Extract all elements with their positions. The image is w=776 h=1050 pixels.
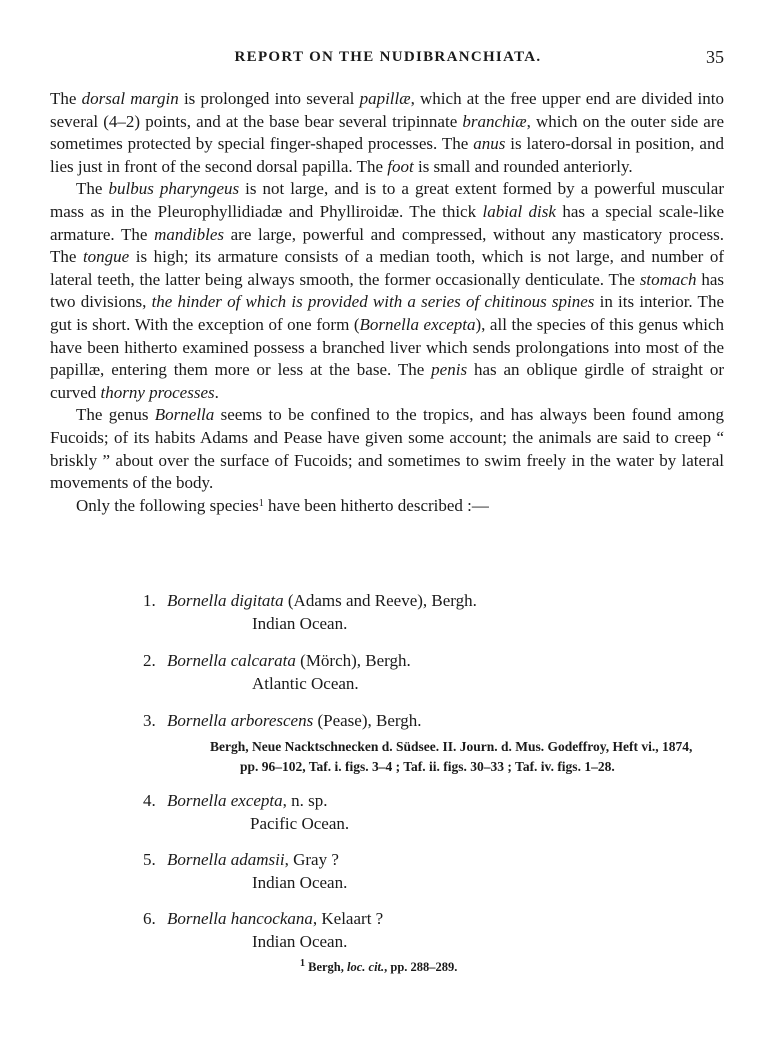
italic-term: labial disk xyxy=(482,201,556,221)
text-run: has two divisions, xyxy=(50,269,724,312)
species-locality: Atlantic Ocean. xyxy=(252,674,359,693)
species-reference: pp. 96–102, Taf. i. figs. 3–4 ; Taf. ii. figs. 30–33 ; Taf. iv. figs. 1–28. xyxy=(240,759,615,774)
species-item xyxy=(143,849,339,872)
species-authority: (Mörch), Bergh. xyxy=(295,651,411,670)
species-locality: Indian Ocean. xyxy=(252,932,348,951)
italic-term: foot xyxy=(387,156,414,176)
paragraph-bulbus-pharyngeus xyxy=(50,178,724,404)
italic-term: thorny processes xyxy=(100,382,215,402)
species-name: Bornella digitata xyxy=(167,591,284,610)
italic-term: anus xyxy=(473,134,506,154)
text-run: are large, powerful and compressed, without any masticatory process. The xyxy=(50,224,724,267)
species-number: 4. xyxy=(143,791,156,810)
page-number: 35 xyxy=(706,47,724,67)
text-run: has a special scale-like armature. The xyxy=(50,201,724,244)
italic-term: penis xyxy=(431,360,468,380)
text-run: is small and rounded anteriorly. xyxy=(413,156,633,176)
species-authority: , n. sp. xyxy=(282,791,328,810)
italic-term: branchiæ xyxy=(462,111,527,131)
body-text xyxy=(50,88,724,517)
italic-term: Bornella xyxy=(154,405,215,425)
text-run: seems to be confined to the tropics, and has always been found among Fucoids; of its habits Adams and Pease have given some account; the animals are said to creep “ briskly ” about over the surface of Fucoids; and sometimes to swim freely in the water by lateral movements of the body. xyxy=(50,405,724,493)
species-number: 5. xyxy=(143,850,156,869)
footnote xyxy=(300,960,457,975)
species-locality: Indian Ocean. xyxy=(252,873,348,892)
italic-term: bulbus pharyngeus xyxy=(108,179,240,199)
species-reference: Bergh, Neue Nacktschnecken d. Südsee. II. Journ. d. Mus. Godeffroy, Heft vi., 1874, xyxy=(210,739,693,754)
text-run: The xyxy=(76,179,109,199)
footnote-author: Bergh, xyxy=(305,960,348,974)
footnote-pages: , pp. 288–289. xyxy=(384,960,458,974)
paragraph-dorsal-margin xyxy=(50,88,724,178)
text-run: is latero-dorsal in position, and lies just in front of the second dorsal papilla. The xyxy=(50,134,724,176)
species-locality: Indian Ocean. xyxy=(252,614,348,633)
species-locality: Pacific Ocean. xyxy=(250,814,350,833)
italic-term: dorsal margin xyxy=(81,89,179,108)
italic-term: the hinder of which is provided with a series of chitinous spines xyxy=(151,292,595,312)
text-run: is not large, and is to a great extent formed by a powerful muscular mass as in the Pleurophyllidiadæ and Phylliroidæ. The thick xyxy=(50,179,724,221)
species-name: Bornella hancockana xyxy=(167,909,313,928)
species-name: Bornella excepta xyxy=(167,791,283,810)
italic-term: Bornella excepta xyxy=(359,314,476,334)
text-run: is prolonged into several xyxy=(178,89,360,108)
text-run: . xyxy=(214,382,219,402)
paragraph-species-intro xyxy=(50,495,724,518)
text-run: has an oblique girdle of straight or curved xyxy=(50,360,725,402)
running-header: REPORT ON THE NUDIBRANCHIATA. xyxy=(234,49,542,65)
text-run: in its interior. The gut is short. With the exception of one form ( xyxy=(50,292,724,334)
species-name: Bornella adamsii xyxy=(167,850,285,869)
species-authority: (Adams and Reeve), Bergh. xyxy=(283,591,477,610)
species-item xyxy=(143,790,328,813)
species-item xyxy=(143,908,383,931)
species-number: 1. xyxy=(143,591,156,610)
italic-term: stomach xyxy=(639,269,697,289)
species-number: 6. xyxy=(143,909,156,928)
paragraph-genus-bornella xyxy=(50,404,724,494)
text-run: , which on the outer side are sometimes protected by special finger-shaped processes. The xyxy=(50,111,725,154)
species-name: Bornella arborescens xyxy=(167,711,314,730)
species-intro-text: Only the following species xyxy=(76,495,259,515)
text-run: is high; its armature consists of a median tooth, which is not large, and number of lateral teeth, the latter being always smooth, the former occasionally denticulate. The xyxy=(50,247,724,289)
italic-term: tongue xyxy=(82,247,130,267)
species-name: Bornella calcarata xyxy=(167,651,296,670)
italic-term: mandibles xyxy=(154,224,224,244)
italic-term: papillæ xyxy=(359,89,411,108)
species-number: 2. xyxy=(143,651,156,670)
text-run: The genus xyxy=(76,405,155,425)
species-item xyxy=(143,650,411,673)
text-run: The xyxy=(50,89,82,108)
text-run: , which at the free upper end are divided into several (4–2) points, and at the base bear several tripinnate xyxy=(50,89,724,131)
species-item xyxy=(143,710,422,733)
species-authority: (Pease), Bergh. xyxy=(313,711,422,730)
species-intro-text-end: have been hitherto described :— xyxy=(263,495,489,515)
species-authority: , Gray ? xyxy=(284,850,339,869)
species-item xyxy=(143,590,477,613)
footnote-marker: 1 xyxy=(258,497,264,509)
footnote-citation: loc. cit. xyxy=(347,960,385,974)
species-number: 3. xyxy=(143,711,156,730)
footnote-number: 1 xyxy=(300,958,305,969)
species-authority: , Kelaart ? xyxy=(312,909,384,928)
text-run: ), all the species of this genus which have been hitherto examined possess a branched liver which sends prolongations into most of the papillæ, entering them more or less at the base. The xyxy=(50,314,724,380)
